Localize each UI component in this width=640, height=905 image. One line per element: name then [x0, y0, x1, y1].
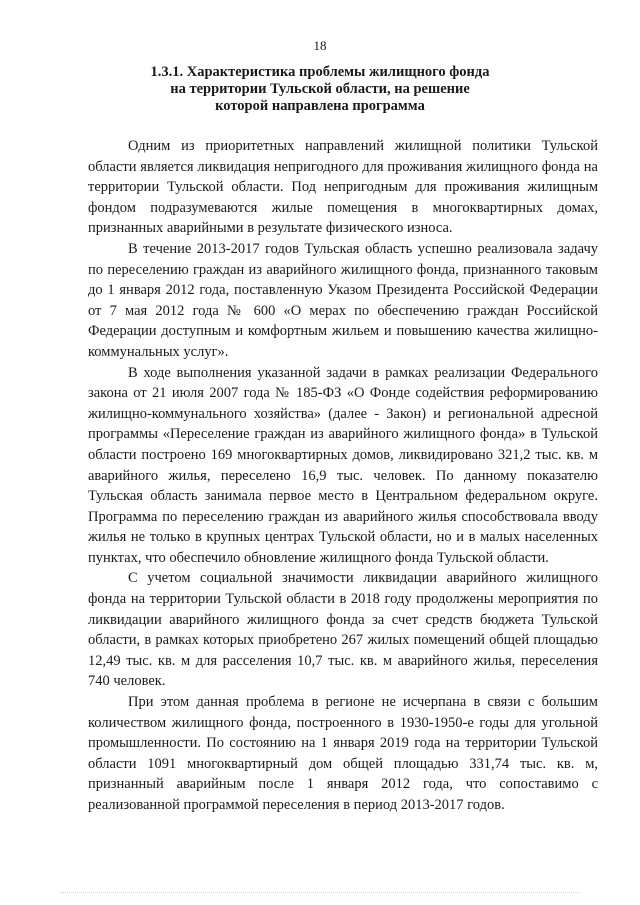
- scan-artifact-line: [60, 892, 580, 895]
- section-heading-line: 1.3.1. Характеристика проблемы жилищного фонда: [150, 64, 490, 80]
- section-heading-line: на территории Тульской области, на решение: [170, 81, 470, 97]
- paragraph: С учетом социальной значимости ликвидации аварийного жилищного фонда на территории Тульской области в 2018 году продолжены мероприятия по ликвидации аварийного жилищного фонда за счет средств бюджета Тульской области, в рамках которых приобретено 267 жилых помещений общей площадью 12,49 тыс. кв. м для расселения 10,7 тыс. кв. м аварийного жилья, переселения 740 человек.: [88, 570, 598, 690]
- paragraph: Одним из приоритетных направлений жилищной политики Тульской области является ликвидация непригодного для проживания жилищного фонда на территории Тульской области. Под непригодным для проживания жилищным фондом подразумеваются жилые помещения в многоквартирных домах, признанных аварийными в результате физического износа.: [88, 138, 598, 237]
- section-heading: [120, 64, 520, 115]
- section-heading-line: которой направлена программа: [215, 98, 425, 114]
- document-body: [88, 136, 598, 816]
- page-number: 18: [313, 38, 327, 53]
- paragraph: В течение 2013-2017 годов Тульская область успешно реализовала задачу по переселению граждан из аварийного жилищного фонда, признанного таковым до 1 января 2012 года, поставленную Указом Президента Российской Федерации от 7 мая 2012 года № 600 «О мерах по обеспечению граждан Российской Федерации доступным и комфортным жильем и повышению качества жилищно-коммунальных услуг».: [88, 240, 598, 360]
- paragraph: При этом данная проблема в регионе не исчерпана в связи с большим количеством жилищного фонда, построенного в 1930-1950-е годы для угольной промышленности. По состоянию на 1 января 2019 года на территории Тульской области 1091 многоквартирный дом общей площадью 331,74 тыс. кв. м, признанный аварийным после 1 января 2012 года, что сопоставимо с реализованной программой переселения в период 2013-2017 годов.: [88, 694, 598, 813]
- paragraph: В ходе выполнения указанной задачи в рамках реализации Федерального закона от 21 июля 2007 года № 185-ФЗ «О Фонде содействия реформированию жилищно-коммунального хозяйства» (далее - Закон) и региональной адресной программы «Переселение граждан из аварийного жилищного фонда» в Тульской области построено 169 многоквартирных домов, ликвидировано 321,2 тыс. кв. м аварийного жилья, переселено 16,9 тыс. человек. По данному показателю Тульская область занимала первое место в Центральном федеральном округе. Программа по переселению граждан из аварийного жилья способствовала вводу жилья не только в крупных центрах Тульской области, но и в малых населенных пунктах, что обеспечило обновление жилищного фонда Тульской области.: [88, 364, 598, 566]
